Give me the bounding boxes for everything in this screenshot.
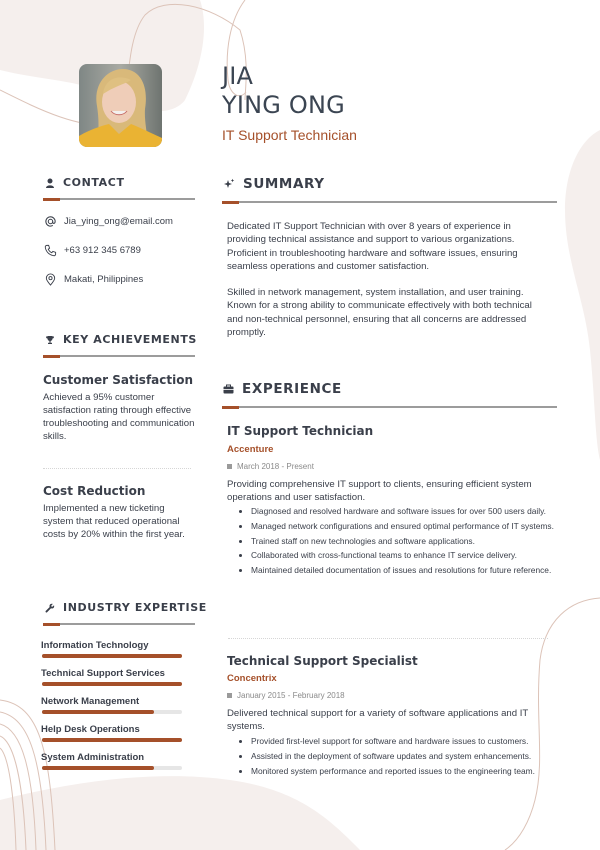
skill-name: Help Desk Operations	[41, 724, 140, 735]
job-description: Providing comprehensive IT support to clients, ensuring efficient system operations and user satisfaction.	[227, 479, 532, 503]
experience-heading-label: EXPERIENCE	[242, 381, 342, 397]
skill-name: Information Technology	[41, 640, 149, 651]
summary-divider	[222, 201, 557, 203]
skill-level-fill	[42, 738, 182, 742]
achievements-divider	[43, 355, 195, 357]
candidate-name-first: JIA	[222, 62, 254, 90]
skill-name: System Administration	[41, 752, 145, 763]
calendar-square-icon	[227, 693, 232, 698]
summary-paragraph: Skilled in network management, system installation, and user training. Known for a strong ability to communicate effectively with both technical and non-technical personnel, ensuring that all concerns are addressed promptly.	[227, 287, 532, 338]
job-bullet: Maintained detailed documentation of issues and resolutions for future reference.	[236, 565, 556, 576]
job-bullet: Provided first-level support for software and hardware issues to customers.	[236, 736, 556, 747]
skill-name: Network Management	[41, 696, 140, 707]
skill-item	[41, 640, 183, 658]
job-bullet: Trained staff on new technologies and software applications.	[236, 536, 556, 547]
job-company: Accenture	[227, 444, 274, 455]
contact-heading-label: CONTACT	[63, 176, 125, 189]
skill-level-track	[42, 710, 182, 714]
trophy-icon	[45, 335, 55, 345]
skill-item	[41, 724, 183, 742]
wrench-icon	[45, 603, 55, 613]
achievement-title: Cost Reduction	[43, 484, 146, 498]
job-bullet: Monitored system performance and reported issues to the engineering team.	[236, 766, 556, 777]
skill-item	[41, 752, 183, 770]
contact-phone[interactable]	[44, 244, 141, 257]
candidate-name	[222, 62, 345, 120]
skill-level-track	[42, 682, 182, 686]
person-icon	[45, 178, 55, 188]
skill-level-fill	[42, 710, 154, 714]
sparkle-icon	[223, 178, 235, 190]
job-bullet: Collaborated with cross-functional teams to enhance IT service delivery.	[236, 550, 556, 561]
achievement-separator	[43, 468, 191, 469]
skill-name: Technical Support Services	[41, 668, 165, 679]
job-dates	[227, 462, 314, 471]
skill-level-track	[42, 654, 182, 658]
job-bullet: Diagnosed and resolved hardware and software issues for over 500 users daily.	[236, 506, 556, 517]
job-title: IT Support Technician	[227, 424, 374, 438]
skill-item	[41, 668, 183, 686]
job-bullet: Managed network configurations and ensured optimal performance of IT systems.	[236, 521, 556, 532]
skill-level-track	[42, 738, 182, 742]
job-company: Concentrix	[227, 673, 277, 684]
contact-email[interactable]	[44, 215, 173, 228]
skill-level-fill	[42, 654, 182, 658]
contact-location-text: Makati, Philippines	[64, 274, 144, 285]
contact-email-text: Jia_ying_ong@email.com	[64, 216, 173, 227]
contact-divider	[43, 198, 195, 200]
skill-item	[41, 696, 183, 714]
experience-heading	[223, 381, 342, 397]
job-bullets	[236, 736, 556, 780]
job-dates	[227, 691, 345, 700]
achievement-description: Implemented a new ticketing system that reduced operational costs by 20% within the first year.	[43, 503, 185, 540]
contact-location	[44, 273, 143, 286]
skill-level-fill	[42, 766, 154, 770]
expertise-heading-label: INDUSTRY EXPERTISE	[63, 601, 207, 614]
job-separator	[228, 638, 548, 639]
summary-heading-label: SUMMARY	[243, 176, 325, 192]
calendar-square-icon	[227, 464, 232, 469]
job-dates-text: January 2015 - February 2018	[237, 691, 345, 700]
skill-level-fill	[42, 682, 182, 686]
location-pin-icon	[44, 273, 57, 286]
summary-paragraph: Dedicated IT Support Technician with over 8 years of experience in providing technical assistance and support to various organizations. Proficient in troubleshooting hardware and software issues, ensuring seamless operations and customer satisfaction.	[227, 221, 518, 272]
achievement-description: Achieved a 95% customer satisfaction rating through effective troubleshooting and communication skills.	[43, 392, 195, 442]
profile-photo	[79, 64, 162, 147]
contact-heading	[45, 176, 125, 189]
experience-divider	[222, 406, 557, 408]
at-icon	[44, 215, 57, 228]
candidate-name-last: YING ONG	[222, 91, 345, 119]
achievements-heading-label: KEY ACHIEVEMENTS	[63, 333, 197, 346]
expertise-heading	[45, 601, 207, 614]
achievements-heading	[45, 333, 197, 346]
achievement-title: Customer Satisfaction	[43, 373, 194, 387]
job-title: Technical Support Specialist	[227, 654, 418, 668]
phone-icon	[44, 244, 57, 257]
contact-phone-text: +63 912 345 6789	[64, 245, 141, 256]
job-dates-text: March 2018 - Present	[237, 462, 314, 471]
candidate-role: IT Support Technician	[222, 127, 357, 143]
expertise-divider	[43, 623, 195, 625]
briefcase-icon	[223, 384, 234, 394]
summary-heading	[223, 176, 325, 192]
job-description: Delivered technical support for a variety of software applications and IT systems.	[227, 708, 529, 732]
skill-level-track	[42, 766, 182, 770]
job-bullet: Assisted in the deployment of software updates and system enhancements.	[236, 751, 556, 762]
job-bullets	[236, 506, 556, 580]
